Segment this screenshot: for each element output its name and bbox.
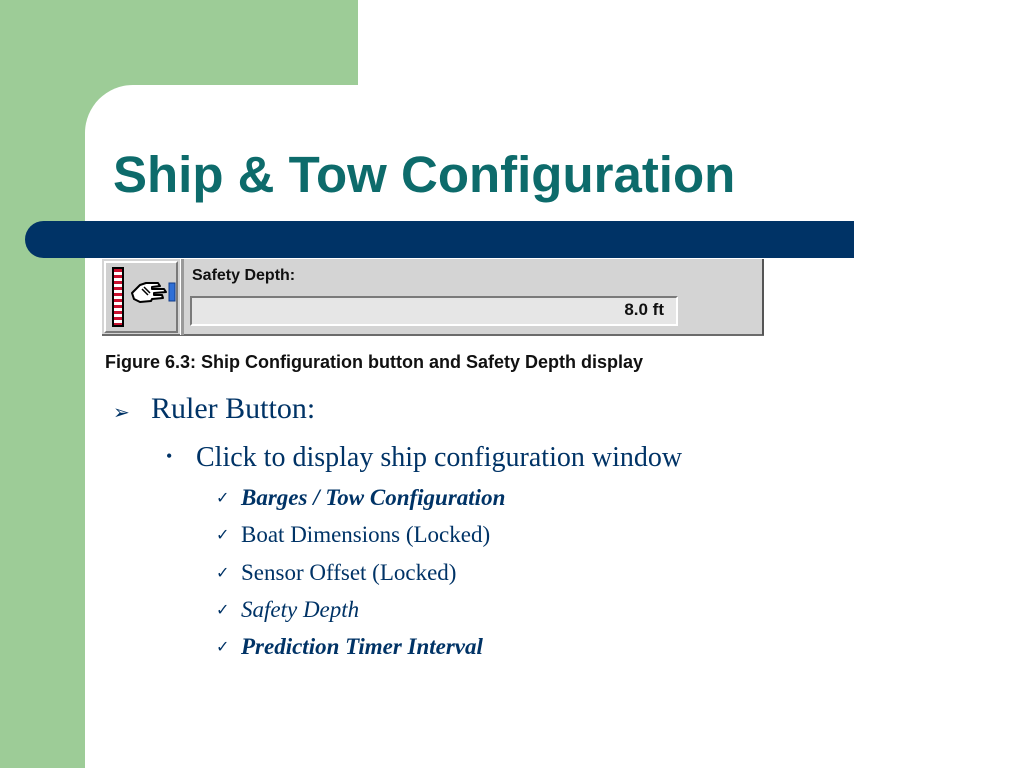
ship-configuration-button[interactable] xyxy=(104,261,178,333)
safety-depth-display xyxy=(190,296,678,326)
arrow-bullet-icon: ➢ xyxy=(113,402,130,424)
ruler-icon xyxy=(112,267,124,327)
safety-depth-value: 8.0 ft xyxy=(624,300,664,319)
dot-bullet-icon: • xyxy=(166,446,173,466)
check-icon: ✓ xyxy=(216,488,230,507)
title-underline-bar xyxy=(25,221,854,258)
figure-caption: Figure 6.3: Ship Configuration button and Safety Depth display xyxy=(105,352,644,372)
check-item-text: Safety Depth xyxy=(241,597,360,622)
slide-title: Ship & Tow Configuration xyxy=(113,146,736,203)
ship-config-screenshot xyxy=(102,258,764,336)
check-icon: ✓ xyxy=(216,563,230,582)
panel-divider xyxy=(180,259,184,335)
sub-bullet-text: Click to display ship configuration window xyxy=(196,442,683,473)
check-item-text: Sensor Offset (Locked) xyxy=(241,560,457,585)
bullet-text: Ruler Button: xyxy=(151,392,316,425)
check-icon: ✓ xyxy=(216,637,230,656)
screenshot-right-edge xyxy=(762,259,764,335)
pointing-hand-icon xyxy=(130,275,176,305)
check-item-text: Barges / Tow Configuration xyxy=(241,485,506,510)
check-item-text: Prediction Timer Interval xyxy=(241,634,483,659)
check-icon: ✓ xyxy=(216,525,230,544)
safety-depth-label: Safety Depth: xyxy=(192,267,296,284)
check-item-text: Boat Dimensions (Locked) xyxy=(241,522,491,547)
check-icon: ✓ xyxy=(216,600,230,619)
